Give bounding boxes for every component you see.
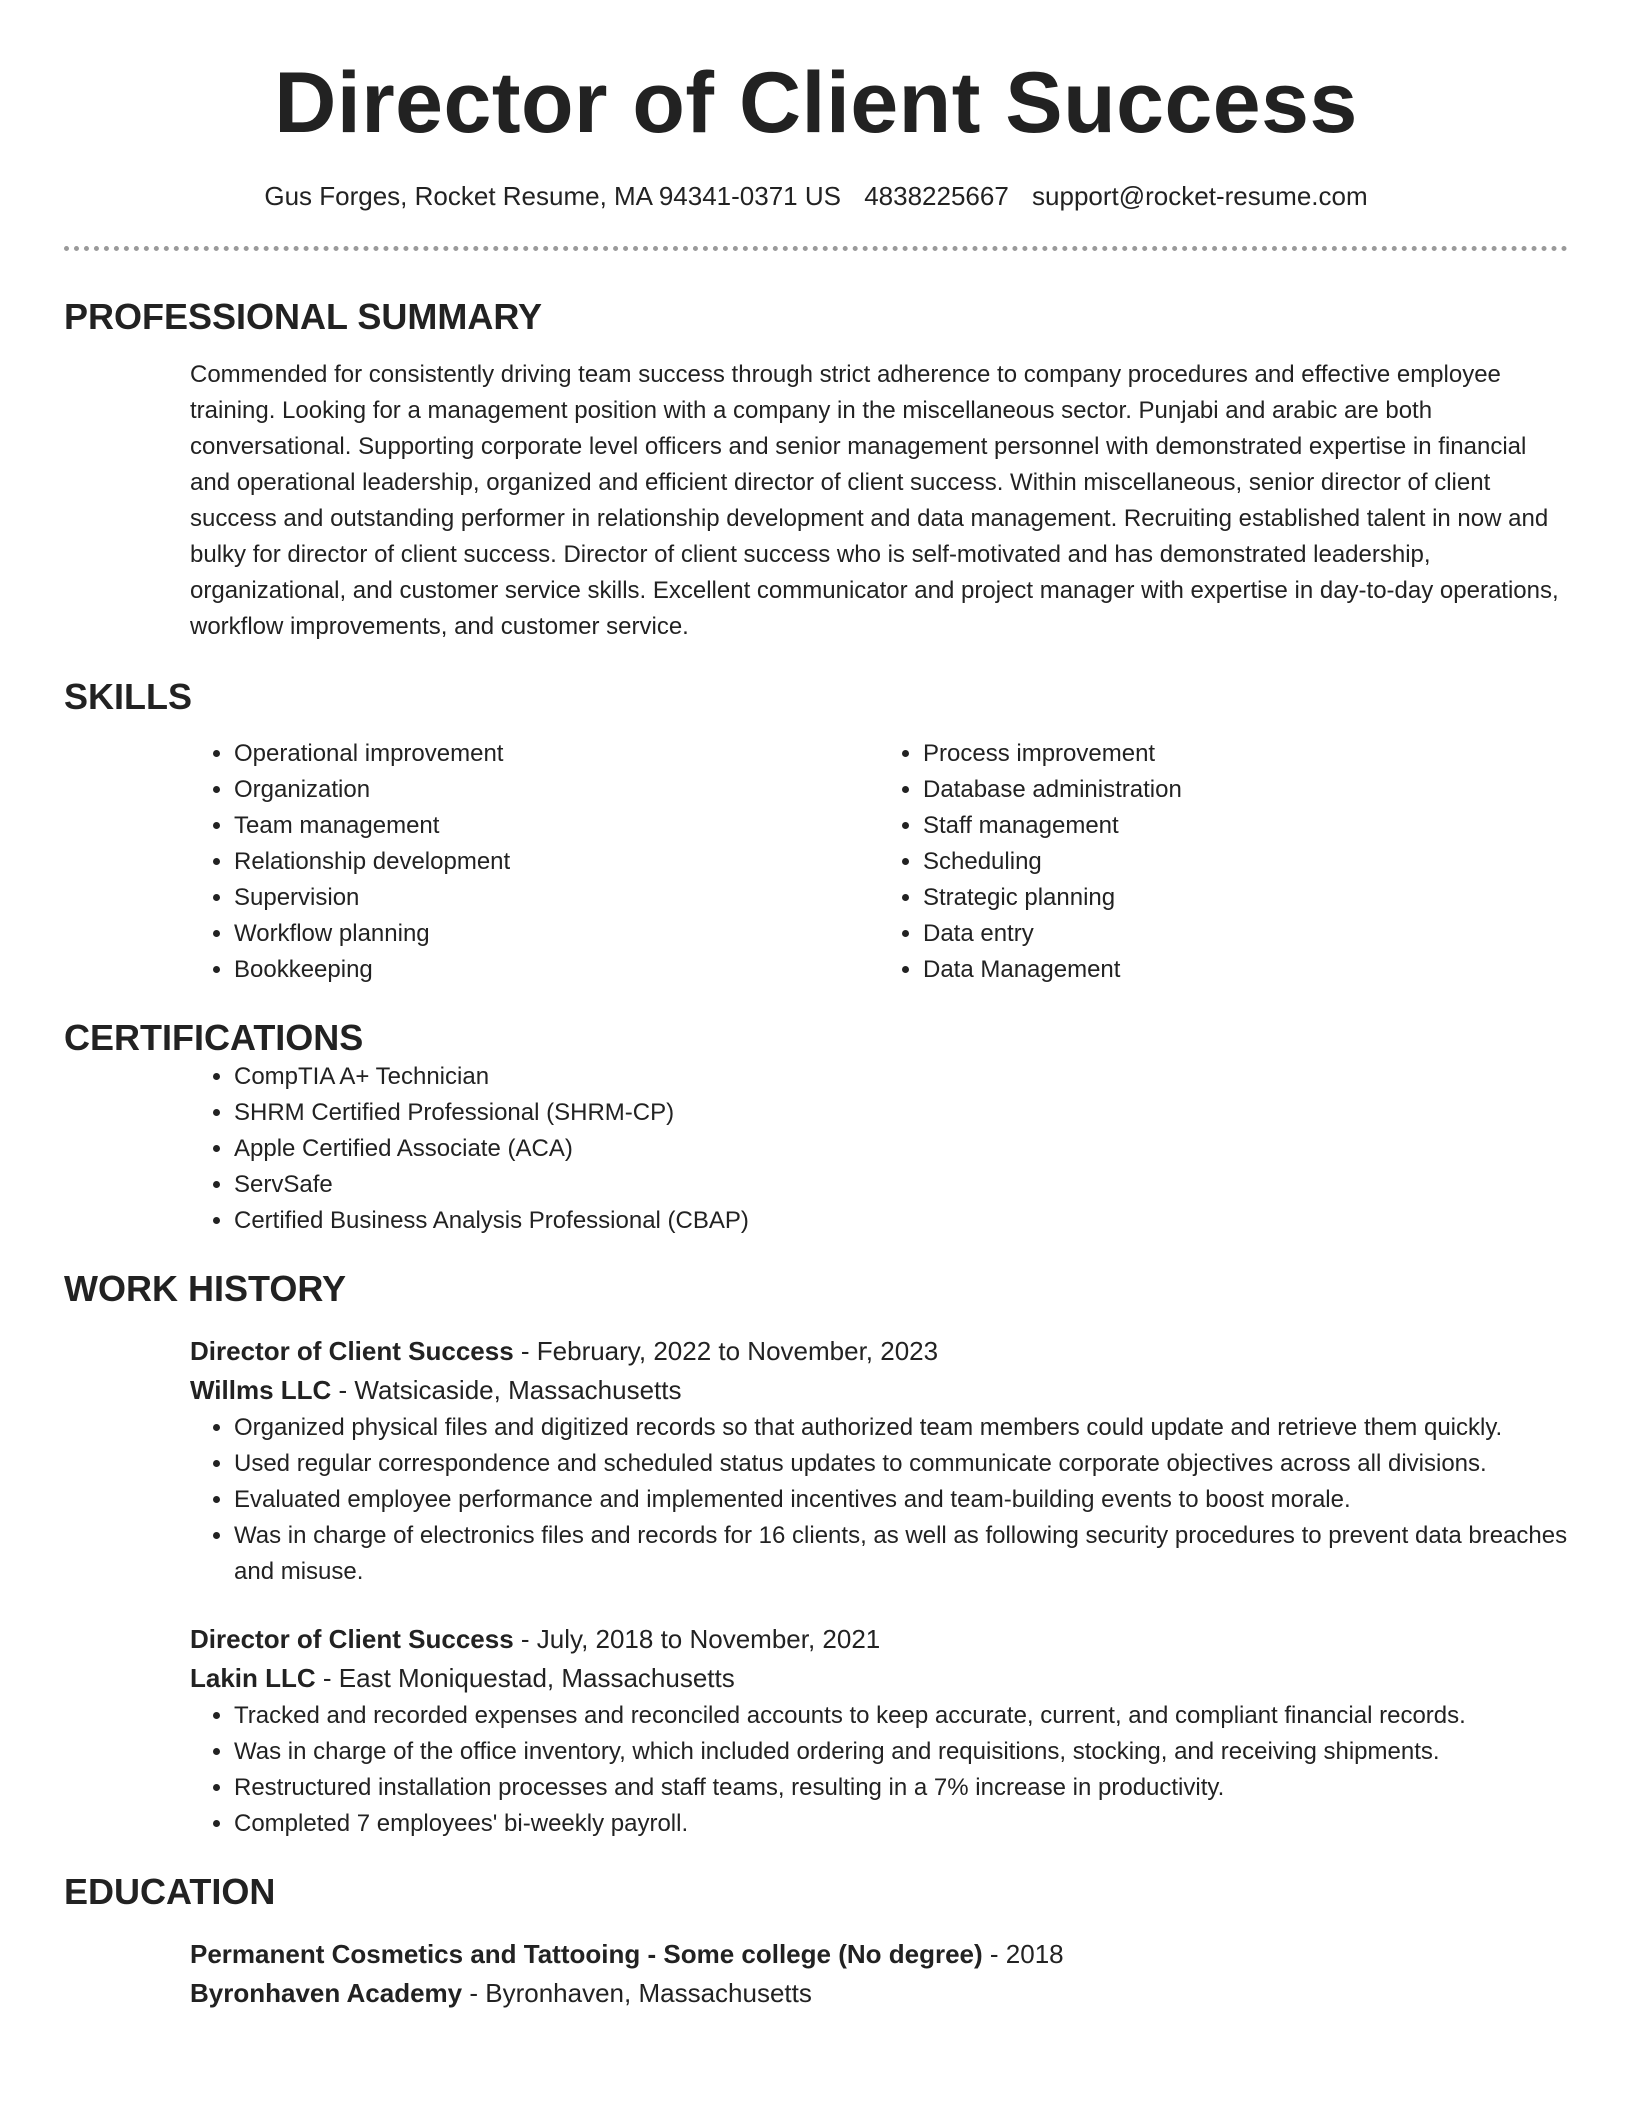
summary-body — [64, 357, 1568, 645]
skill-item: • Data Management — [923, 952, 1568, 988]
job-entry — [190, 1620, 1568, 1842]
education-school-line — [190, 1974, 1568, 2013]
job-duty-item: • Evaluated employee performance and implemented incentives and team-building events to boost morale. — [234, 1482, 1568, 1518]
job-entry — [190, 1332, 1568, 1590]
education-body — [64, 1935, 1568, 2013]
skill-item: • Process improvement — [923, 736, 1568, 772]
certifications-section — [64, 1016, 1568, 1239]
skills-right-list — [879, 736, 1568, 988]
job-duty-item: • Completed 7 employees' bi-weekly payroll. — [234, 1806, 1568, 1842]
skill-item: • Bookkeeping — [234, 952, 879, 988]
work-history-body — [64, 1332, 1568, 1842]
summary-section — [64, 295, 1568, 644]
education-heading: EDUCATION — [64, 1871, 276, 1913]
job-duty-item: • Was in charge of the office inventory, which included ordering and requisitions, stocking, and receiving shipments. — [234, 1734, 1568, 1770]
skill-item: • Team management — [234, 808, 879, 844]
job-location: - East Moniquestad, Massachusetts — [315, 1663, 735, 1694]
certifications-list — [190, 1059, 1568, 1239]
skill-item: • Relationship development — [234, 844, 879, 880]
job-title-line — [190, 1332, 1568, 1371]
job-duties-list — [190, 1698, 1568, 1842]
certification-item: • CompTIA A+ Technician — [234, 1059, 1568, 1095]
certification-item: • SHRM Certified Professional (SHRM-CP) — [234, 1095, 1568, 1131]
job-role: Director of Client Success — [190, 1336, 514, 1367]
certification-item: • Certified Business Analysis Professional (CBAP) — [234, 1203, 1568, 1239]
job-role: Director of Client Success — [190, 1624, 514, 1655]
job-company-line — [190, 1371, 1568, 1410]
summary-heading: PROFESSIONAL SUMMARY — [64, 296, 543, 338]
contact-email: support@rocket-resume.com — [1032, 181, 1368, 212]
job-dates: - February, 2022 to November, 2023 — [513, 1336, 939, 1367]
job-company: Willms LLC — [190, 1375, 332, 1406]
education-section — [64, 1870, 1568, 2013]
skill-item: • Scheduling — [923, 844, 1568, 880]
job-duty-item: • Organized physical files and digitized records so that authorized team members could update and retrieve them quickly. — [234, 1410, 1568, 1446]
job-duty-item: • Was in charge of electronics files and records for 16 clients, as well as following security procedures to prevent data breaches and misuse. — [234, 1518, 1568, 1590]
skill-item: • Database administration — [923, 772, 1568, 808]
job-title-line — [190, 1620, 1568, 1659]
skill-item: • Operational improvement — [234, 736, 879, 772]
contact-address: Gus Forges, Rocket Resume, MA 94341-0371 US — [264, 181, 841, 212]
certification-item: • Apple Certified Associate (ACA) — [234, 1131, 1568, 1167]
header-divider — [64, 246, 1568, 251]
education-degree-line — [190, 1935, 1568, 1974]
skill-item: • Organization — [234, 772, 879, 808]
skills-section — [64, 675, 1568, 988]
education-degree: Permanent Cosmetics and Tattooing - Some college (No degree) — [190, 1939, 983, 1970]
skill-item: • Strategic planning — [923, 880, 1568, 916]
job-duty-item: • Tracked and recorded expenses and reconciled accounts to keep accurate, current, and compliant financial records. — [234, 1698, 1568, 1734]
resume-title: Director of Client Success — [274, 55, 1358, 151]
education-school: Byronhaven Academy — [190, 1978, 463, 2009]
job-company-line — [190, 1659, 1568, 1698]
education-entry — [190, 1935, 1568, 2013]
job-company: Lakin LLC — [190, 1663, 316, 1694]
contact-line — [64, 181, 1568, 212]
job-location: - Watsicaside, Massachusetts — [331, 1375, 682, 1406]
education-year: - 2018 — [982, 1939, 1064, 1970]
contact-phone: 4838225667 — [864, 181, 1009, 212]
skills-left-list — [190, 736, 879, 988]
certification-item: • ServSafe — [234, 1167, 1568, 1203]
job-duties-list — [190, 1410, 1568, 1590]
skills-body — [64, 736, 1568, 988]
certifications-heading: CERTIFICATIONS — [64, 1016, 364, 1058]
skills-columns — [190, 736, 1568, 988]
work-history-section — [64, 1267, 1568, 1842]
skills-heading: SKILLS — [64, 675, 193, 717]
education-location: - Byronhaven, Massachusetts — [462, 1978, 812, 2009]
skill-item: • Data entry — [923, 916, 1568, 952]
job-dates: - July, 2018 to November, 2021 — [513, 1624, 881, 1655]
job-duty-item: • Used regular correspondence and scheduled status updates to communicate corporate objectives across all divisions. — [234, 1446, 1568, 1482]
skill-item: • Staff management — [923, 808, 1568, 844]
skill-item: • Supervision — [234, 880, 879, 916]
job-duty-item: • Restructured installation processes and staff teams, resulting in a 7% increase in productivity. — [234, 1770, 1568, 1806]
certifications-body — [64, 1059, 1568, 1239]
skill-item: • Workflow planning — [234, 916, 879, 952]
work-history-heading: WORK HISTORY — [64, 1267, 347, 1309]
summary-text: Commended for consistently driving team success through strict adherence to company procedures and effective employee training. Looking for a management position with a company in the miscellaneous sector. Punjabi and arabic are both conversational. Supporting corporate level officers and senior management personnel with demonstrated expertise in financial and operational leadership, organized and efficient director of client success. Within miscellaneous, senior director of client success and outstanding performer in relationship development and data management. Recruiting established talent in now and bulky for director of client success. Director of client success who is self-motivated and has demonstrated leadership, organizational, and customer service skills. Excellent communicator and project manager with expertise in day-to-day operations, workflow improvements, and customer service. — [190, 360, 1559, 640]
